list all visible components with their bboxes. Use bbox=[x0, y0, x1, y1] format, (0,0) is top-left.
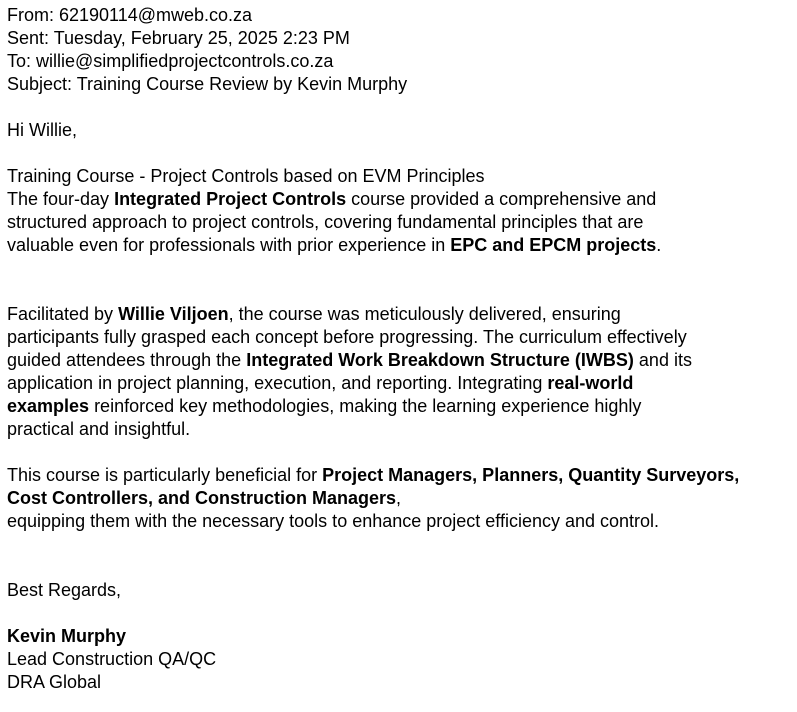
text-run: course provided a comprehensive and bbox=[346, 189, 657, 209]
email-header bbox=[7, 4, 797, 96]
emphasis-audience: Project Managers, Planners, Quantity Surveyors, bbox=[322, 465, 740, 485]
signature-title: Lead Construction QA/QC bbox=[7, 649, 217, 669]
text-run: . bbox=[656, 235, 662, 255]
spacer bbox=[7, 533, 797, 579]
greeting: Hi Willie, bbox=[7, 120, 77, 140]
paragraph-line: participants fully grasped each concept before progressing. The curriculum effectively bbox=[7, 327, 687, 347]
course-title: Training Course - Project Controls based on EVM Principles bbox=[7, 166, 485, 186]
spacer bbox=[7, 441, 797, 464]
text-run: valuable even for professionals with prior experience in bbox=[7, 235, 451, 255]
to-line: To: willie@simplifiedprojectcontrols.co.za bbox=[7, 51, 334, 71]
paragraph-line bbox=[7, 349, 797, 372]
text-run: , the course was meticulously delivered, ensuring bbox=[228, 304, 621, 324]
paragraph-line bbox=[7, 234, 797, 257]
text-run: guided attendees through the bbox=[7, 350, 247, 370]
emphasis-real-world: real-world bbox=[547, 373, 634, 393]
from-line: From: 62190114@mweb.co.za bbox=[7, 5, 253, 25]
sent-line: Sent: Tuesday, February 25, 2025 2:23 PM bbox=[7, 28, 350, 48]
emphasis-iwbs: Integrated Work Breakdown Structure (IWBS) bbox=[246, 350, 634, 370]
paragraph-line bbox=[7, 372, 797, 395]
paragraph-line: practical and insightful. bbox=[7, 419, 191, 439]
text-run: This course is particularly beneficial for bbox=[7, 465, 323, 485]
spacer bbox=[7, 257, 797, 303]
text-run: Facilitated by bbox=[7, 304, 119, 324]
paragraph-line: structured approach to project controls, covering fundamental principles that are bbox=[7, 212, 644, 232]
emphasis-audience-cont: Cost Controllers, and Construction Managers bbox=[7, 488, 397, 508]
signature-block bbox=[7, 625, 797, 694]
paragraph-line bbox=[7, 464, 797, 487]
signature-name: Kevin Murphy bbox=[7, 626, 127, 646]
paragraph-overview bbox=[7, 188, 797, 257]
text-run: reinforced key methodologies, making the learning experience highly bbox=[89, 396, 642, 416]
text-run: and its bbox=[633, 350, 692, 370]
paragraph-audience bbox=[7, 464, 797, 533]
subject-line: Subject: Training Course Review by Kevin Murphy bbox=[7, 74, 408, 94]
paragraph-line bbox=[7, 188, 797, 211]
paragraph-line bbox=[7, 487, 797, 510]
paragraph-line: equipping them with the necessary tools to enhance project efficiency and control. bbox=[7, 511, 660, 531]
emphasis-course-name: Integrated Project Controls bbox=[114, 189, 347, 209]
spacer bbox=[7, 142, 797, 165]
paragraph-line bbox=[7, 303, 797, 326]
emphasis-examples: examples bbox=[7, 396, 90, 416]
spacer bbox=[7, 96, 797, 119]
paragraph-line bbox=[7, 395, 797, 418]
text-run: The four-day bbox=[7, 189, 115, 209]
emphasis-facilitator: Willie Viljoen bbox=[118, 304, 229, 324]
signature-company: DRA Global bbox=[7, 672, 102, 692]
text-run: , bbox=[396, 488, 402, 508]
paragraph-facilitation bbox=[7, 303, 797, 441]
emphasis-epc: EPC and EPCM projects bbox=[450, 235, 657, 255]
text-run: application in project planning, execution, and reporting. Integrating bbox=[7, 373, 548, 393]
spacer bbox=[7, 602, 797, 625]
closing: Best Regards, bbox=[7, 580, 122, 600]
